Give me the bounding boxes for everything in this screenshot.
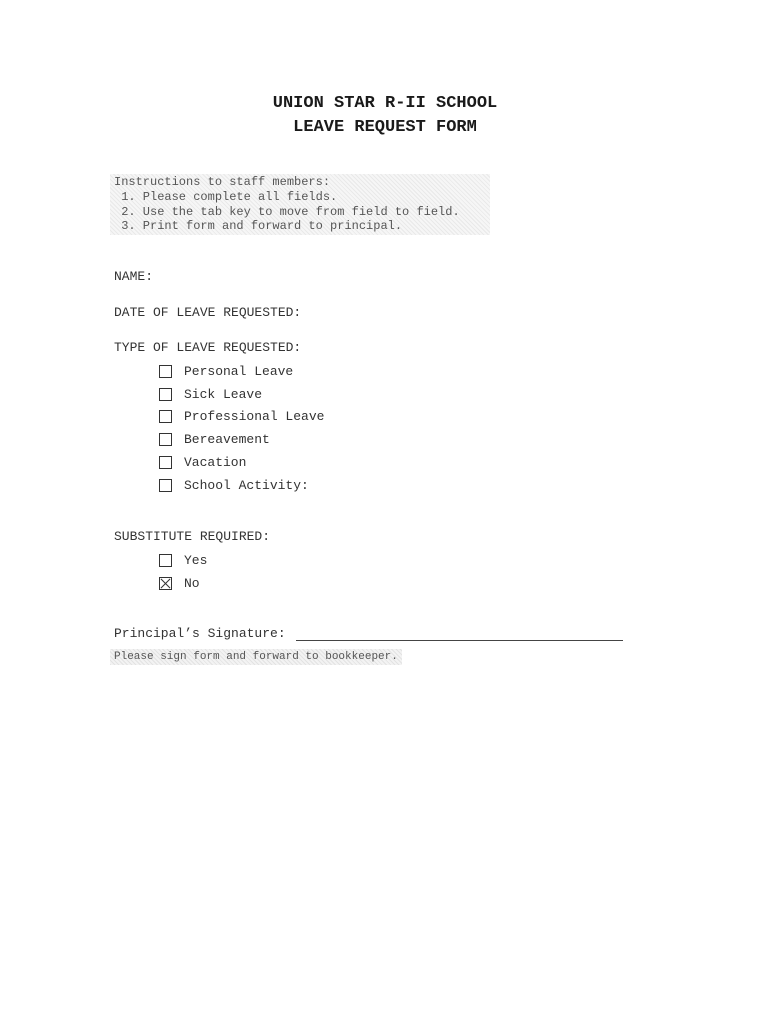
name-field-label: NAME:	[114, 269, 154, 284]
option-label: School Activity:	[184, 477, 309, 493]
substitute-yes-checkbox[interactable]	[159, 554, 172, 567]
substitute-no-checkbox[interactable]	[159, 577, 172, 590]
instructions-box	[110, 174, 490, 235]
vacation-checkbox[interactable]	[159, 456, 172, 469]
option-label: No	[184, 575, 200, 591]
form-title: LEAVE REQUEST FORM	[293, 118, 477, 137]
substitute-required-label: SUBSTITUTE REQUIRED:	[114, 529, 271, 544]
instruction-item: 2. Use the tab key to move from field to field.	[114, 204, 460, 219]
sick-leave-checkbox[interactable]	[159, 388, 172, 401]
signature-label: Principal’s Signature:	[114, 626, 286, 641]
personal-leave-checkbox[interactable]	[159, 365, 172, 378]
leave-type-label: TYPE OF LEAVE REQUESTED:	[114, 340, 302, 355]
option-label: Yes	[184, 552, 208, 568]
signature-line[interactable]	[296, 626, 623, 641]
bereavement-checkbox[interactable]	[159, 433, 172, 446]
option-label: Professional Leave	[184, 408, 325, 424]
option-label: Sick Leave	[184, 386, 263, 402]
leave-option-vacation[interactable]	[159, 453, 246, 471]
leave-option-professional[interactable]	[159, 407, 324, 425]
signature-row	[114, 626, 623, 641]
professional-leave-checkbox[interactable]	[159, 410, 172, 423]
leave-option-bereavement[interactable]	[159, 430, 270, 448]
school-name-title: UNION STAR R-II SCHOOL	[272, 94, 498, 113]
option-label: Personal Leave	[184, 363, 294, 379]
instruction-item: 1. Please complete all fields.	[114, 189, 338, 204]
leave-option-personal[interactable]	[159, 362, 293, 380]
instruction-item: 3. Print form and forward to principal.	[114, 219, 403, 234]
date-field-label: DATE OF LEAVE REQUESTED:	[114, 305, 302, 320]
option-label: Vacation	[184, 454, 247, 470]
leave-option-school-activity[interactable]	[159, 476, 309, 494]
leave-option-sick[interactable]	[159, 385, 262, 403]
substitute-option-yes[interactable]	[159, 551, 207, 569]
instructions-heading: Instructions to staff members:	[114, 175, 331, 189]
substitute-option-no[interactable]	[159, 574, 200, 592]
option-label: Bereavement	[184, 431, 270, 447]
school-activity-checkbox[interactable]	[159, 479, 172, 492]
bookkeeper-note: Please sign form and forward to bookkeeper.	[110, 649, 402, 665]
